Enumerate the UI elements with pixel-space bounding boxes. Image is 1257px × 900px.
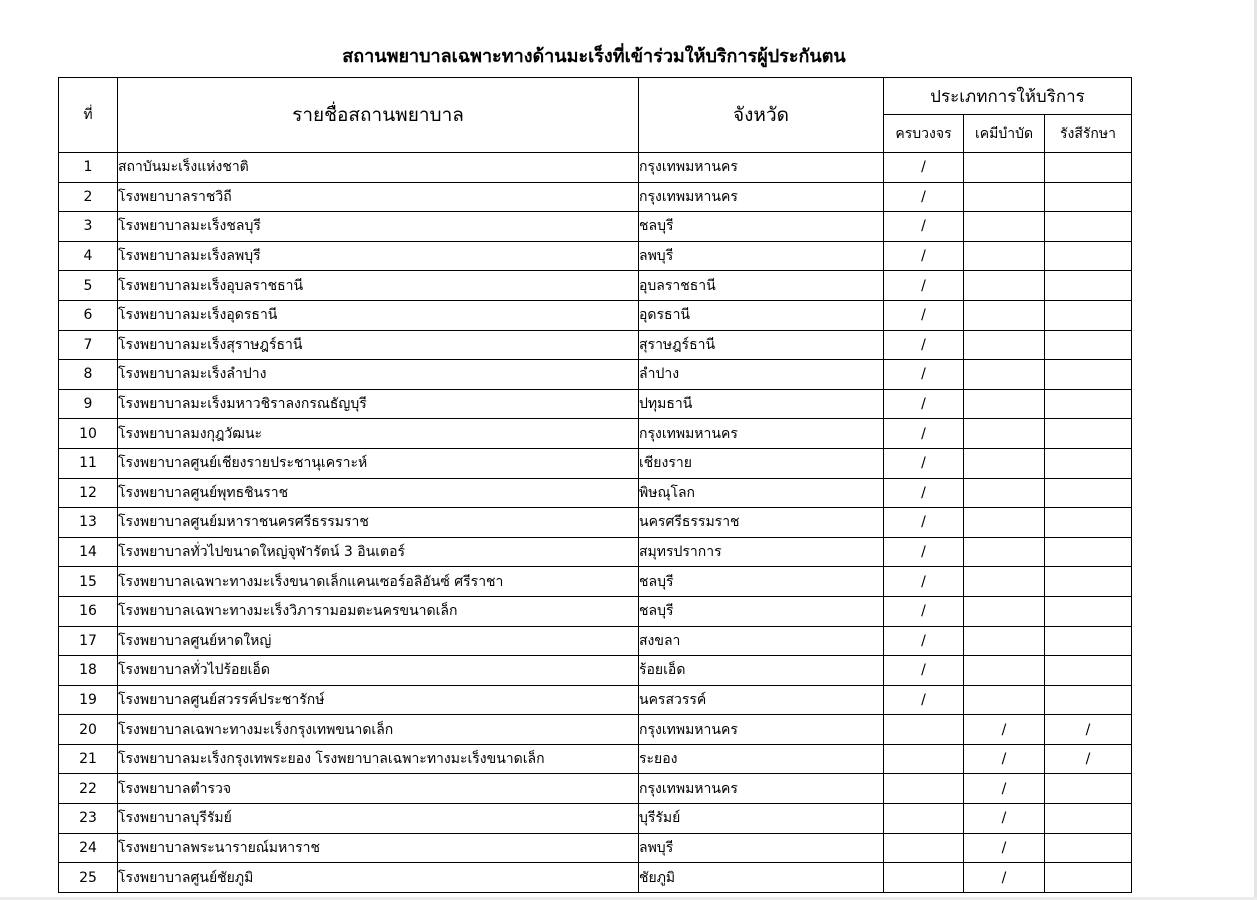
radiotherapy-mark	[1045, 863, 1132, 893]
province-name: ชัยภูมิ	[639, 863, 884, 893]
province-name: อุบลราชธานี	[639, 271, 884, 301]
province-name: เชียงราย	[639, 448, 884, 478]
province-name: นครสวรรค์	[639, 685, 884, 715]
header-no: ที่	[59, 78, 118, 153]
chemotherapy-mark	[964, 656, 1045, 686]
row-number: 8	[59, 360, 118, 390]
hospital-name: โรงพยาบาลเฉพาะทางมะเร็งกรุงเทพขนาดเล็ก	[118, 715, 639, 745]
table-row	[59, 656, 1132, 686]
radiotherapy-mark	[1045, 656, 1132, 686]
header-province: จังหวัด	[639, 78, 884, 153]
province-name: อุดรธานี	[639, 300, 884, 330]
table-row	[59, 419, 1132, 449]
comprehensive-mark: /	[884, 448, 964, 478]
chemotherapy-mark	[964, 419, 1045, 449]
province-name: สงขลา	[639, 626, 884, 656]
province-name: ระยอง	[639, 744, 884, 774]
table-row	[59, 804, 1132, 834]
table-row	[59, 212, 1132, 242]
row-number: 23	[59, 804, 118, 834]
hospital-name: โรงพยาบาลเฉพาะทางมะเร็งขนาดเล็กแคนเซอร์อลิอันซ์ ศรีราชา	[118, 567, 639, 597]
header-service-type: ประเภทการให้บริการ	[884, 78, 1132, 115]
hospital-name: โรงพยาบาลศูนย์สวรรค์ประชารักษ์	[118, 685, 639, 715]
comprehensive-mark: /	[884, 537, 964, 567]
radiotherapy-mark	[1045, 300, 1132, 330]
chemotherapy-mark	[964, 300, 1045, 330]
radiotherapy-mark	[1045, 212, 1132, 242]
province-name: ลำปาง	[639, 360, 884, 390]
comprehensive-mark	[884, 774, 964, 804]
radiotherapy-mark	[1045, 182, 1132, 212]
table-row	[59, 508, 1132, 538]
table-row	[59, 389, 1132, 419]
table-row	[59, 626, 1132, 656]
radiotherapy-mark	[1045, 241, 1132, 271]
radiotherapy-mark	[1045, 804, 1132, 834]
province-name: ลพบุรี	[639, 241, 884, 271]
chemotherapy-mark	[964, 596, 1045, 626]
radiotherapy-mark	[1045, 774, 1132, 804]
hospital-name: โรงพยาบาลมะเร็งอุบลราชธานี	[118, 271, 639, 301]
chemotherapy-mark	[964, 537, 1045, 567]
row-number: 11	[59, 448, 118, 478]
province-name: บุรีรัมย์	[639, 804, 884, 834]
comprehensive-mark: /	[884, 596, 964, 626]
chemotherapy-mark	[964, 360, 1045, 390]
table-row	[59, 833, 1132, 863]
row-number: 6	[59, 300, 118, 330]
table-row	[59, 567, 1132, 597]
row-number: 17	[59, 626, 118, 656]
row-number: 24	[59, 833, 118, 863]
province-name: กรุงเทพมหานคร	[639, 715, 884, 745]
table-header	[59, 78, 1132, 153]
province-name: กรุงเทพมหานคร	[639, 774, 884, 804]
row-number: 3	[59, 212, 118, 242]
comprehensive-mark: /	[884, 389, 964, 419]
header-hospital-name: รายชื่อสถานพยาบาล	[118, 78, 639, 153]
hospital-name: โรงพยาบาลราชวิถี	[118, 182, 639, 212]
comprehensive-mark: /	[884, 212, 964, 242]
chemotherapy-mark: /	[964, 774, 1045, 804]
header-chemotherapy: เคมีบำบัด	[964, 115, 1045, 153]
chemotherapy-mark: /	[964, 863, 1045, 893]
table-row	[59, 153, 1132, 183]
comprehensive-mark: /	[884, 626, 964, 656]
row-number: 13	[59, 508, 118, 538]
table-row	[59, 271, 1132, 301]
row-number: 21	[59, 744, 118, 774]
hospital-name: โรงพยาบาลศูนย์มหาราชนครศรีธรรมราช	[118, 508, 639, 538]
radiotherapy-mark	[1045, 153, 1132, 183]
chemotherapy-mark	[964, 182, 1045, 212]
province-name: กรุงเทพมหานคร	[639, 419, 884, 449]
comprehensive-mark: /	[884, 656, 964, 686]
hospital-name: โรงพยาบาลทั่วไปขนาดใหญ่จุฬารัตน์ 3 อินเตอร์	[118, 537, 639, 567]
table-body	[59, 153, 1132, 893]
row-number: 14	[59, 537, 118, 567]
radiotherapy-mark	[1045, 360, 1132, 390]
province-name: สุราษฎร์ธานี	[639, 330, 884, 360]
hospital-name: โรงพยาบาลมะเร็งมหาวชิราลงกรณธัญบุรี	[118, 389, 639, 419]
comprehensive-mark: /	[884, 419, 964, 449]
province-name: ชลบุรี	[639, 596, 884, 626]
radiotherapy-mark	[1045, 448, 1132, 478]
chemotherapy-mark	[964, 508, 1045, 538]
table-row	[59, 774, 1132, 804]
radiotherapy-mark	[1045, 330, 1132, 360]
document-title: สถานพยาบาลเฉพาะทางด้านมะเร็งที่เข้าร่วมให้บริการผู้ประกันตน	[342, 46, 846, 67]
table-row	[59, 300, 1132, 330]
province-name: กรุงเทพมหานคร	[639, 182, 884, 212]
row-number: 5	[59, 271, 118, 301]
chemotherapy-mark	[964, 241, 1045, 271]
province-name: นครศรีธรรมราช	[639, 508, 884, 538]
table-row	[59, 360, 1132, 390]
province-name: สมุทรปราการ	[639, 537, 884, 567]
comprehensive-mark: /	[884, 478, 964, 508]
hospital-name: โรงพยาบาลทั่วไปร้อยเอ็ด	[118, 656, 639, 686]
comprehensive-mark: /	[884, 153, 964, 183]
chemotherapy-mark	[964, 448, 1045, 478]
table-row	[59, 685, 1132, 715]
chemotherapy-mark	[964, 271, 1045, 301]
radiotherapy-mark	[1045, 419, 1132, 449]
radiotherapy-mark: /	[1045, 715, 1132, 745]
table-row	[59, 448, 1132, 478]
radiotherapy-mark	[1045, 567, 1132, 597]
table-row	[59, 744, 1132, 774]
hospital-name: โรงพยาบาลมะเร็งสุราษฎร์ธานี	[118, 330, 639, 360]
table-row	[59, 715, 1132, 745]
row-number: 12	[59, 478, 118, 508]
radiotherapy-mark	[1045, 833, 1132, 863]
province-name: ลพบุรี	[639, 833, 884, 863]
row-number: 18	[59, 656, 118, 686]
hospital-name: สถาบันมะเร็งแห่งชาติ	[118, 153, 639, 183]
row-number: 4	[59, 241, 118, 271]
radiotherapy-mark	[1045, 626, 1132, 656]
comprehensive-mark: /	[884, 300, 964, 330]
hospital-name: โรงพยาบาลเฉพาะทางมะเร็งวิภารามอมตะนครขนาดเล็ก	[118, 596, 639, 626]
row-number: 19	[59, 685, 118, 715]
comprehensive-mark: /	[884, 685, 964, 715]
hospital-name: โรงพยาบาลศูนย์เชียงรายประชานุเคราะห์	[118, 448, 639, 478]
hospital-name: โรงพยาบาลมงกุฎวัฒนะ	[118, 419, 639, 449]
chemotherapy-mark: /	[964, 804, 1045, 834]
hospital-name: โรงพยาบาลพระนารายณ์มหาราช	[118, 833, 639, 863]
province-name: ชลบุรี	[639, 567, 884, 597]
row-number: 16	[59, 596, 118, 626]
chemotherapy-mark	[964, 153, 1045, 183]
chemotherapy-mark: /	[964, 715, 1045, 745]
radiotherapy-mark	[1045, 478, 1132, 508]
province-name: ร้อยเอ็ด	[639, 656, 884, 686]
header-row-main	[59, 78, 1132, 115]
comprehensive-mark: /	[884, 508, 964, 538]
row-number: 15	[59, 567, 118, 597]
row-number: 2	[59, 182, 118, 212]
comprehensive-mark: /	[884, 567, 964, 597]
comprehensive-mark: /	[884, 330, 964, 360]
radiotherapy-mark	[1045, 685, 1132, 715]
row-number: 1	[59, 153, 118, 183]
row-number: 9	[59, 389, 118, 419]
row-number: 25	[59, 863, 118, 893]
table-row	[59, 596, 1132, 626]
chemotherapy-mark: /	[964, 744, 1045, 774]
row-number: 10	[59, 419, 118, 449]
comprehensive-mark: /	[884, 360, 964, 390]
table-row	[59, 241, 1132, 271]
comprehensive-mark	[884, 833, 964, 863]
header-radiotherapy: รังสีรักษา	[1045, 115, 1132, 153]
chemotherapy-mark	[964, 330, 1045, 360]
chemotherapy-mark: /	[964, 833, 1045, 863]
hospital-name: โรงพยาบาลมะเร็งลพบุรี	[118, 241, 639, 271]
hospital-name: โรงพยาบาลศูนย์ชัยภูมิ	[118, 863, 639, 893]
comprehensive-mark: /	[884, 271, 964, 301]
comprehensive-mark	[884, 744, 964, 774]
table-row	[59, 478, 1132, 508]
hospital-name: โรงพยาบาลมะเร็งกรุงเทพระยอง โรงพยาบาลเฉพาะทางมะเร็งขนาดเล็ก	[118, 744, 639, 774]
row-number: 22	[59, 774, 118, 804]
province-name: ปทุมธานี	[639, 389, 884, 419]
province-name: พิษณุโลก	[639, 478, 884, 508]
chemotherapy-mark	[964, 389, 1045, 419]
province-name: ชลบุรี	[639, 212, 884, 242]
comprehensive-mark: /	[884, 182, 964, 212]
radiotherapy-mark	[1045, 271, 1132, 301]
header-comprehensive: ครบวงจร	[884, 115, 964, 153]
radiotherapy-mark	[1045, 596, 1132, 626]
hospital-name: โรงพยาบาลบุรีรัมย์	[118, 804, 639, 834]
comprehensive-mark	[884, 715, 964, 745]
table-row	[59, 863, 1132, 893]
chemotherapy-mark	[964, 567, 1045, 597]
comprehensive-mark	[884, 863, 964, 893]
hospital-name: โรงพยาบาลมะเร็งอุดรธานี	[118, 300, 639, 330]
hospital-name: โรงพยาบาลตำรวจ	[118, 774, 639, 804]
chemotherapy-mark	[964, 626, 1045, 656]
table-row	[59, 537, 1132, 567]
hospital-table	[58, 77, 1132, 893]
radiotherapy-mark: /	[1045, 744, 1132, 774]
comprehensive-mark: /	[884, 241, 964, 271]
hospital-name: โรงพยาบาลมะเร็งชลบุรี	[118, 212, 639, 242]
radiotherapy-mark	[1045, 508, 1132, 538]
radiotherapy-mark	[1045, 389, 1132, 419]
chemotherapy-mark	[964, 685, 1045, 715]
hospital-name: โรงพยาบาลศูนย์พุทธชินราช	[118, 478, 639, 508]
chemotherapy-mark	[964, 478, 1045, 508]
row-number: 7	[59, 330, 118, 360]
comprehensive-mark	[884, 804, 964, 834]
hospital-name: โรงพยาบาลศูนย์หาดใหญ่	[118, 626, 639, 656]
row-number: 20	[59, 715, 118, 745]
table-row	[59, 330, 1132, 360]
hospital-name: โรงพยาบาลมะเร็งลำปาง	[118, 360, 639, 390]
province-name: กรุงเทพมหานคร	[639, 153, 884, 183]
radiotherapy-mark	[1045, 537, 1132, 567]
table-row	[59, 182, 1132, 212]
chemotherapy-mark	[964, 212, 1045, 242]
